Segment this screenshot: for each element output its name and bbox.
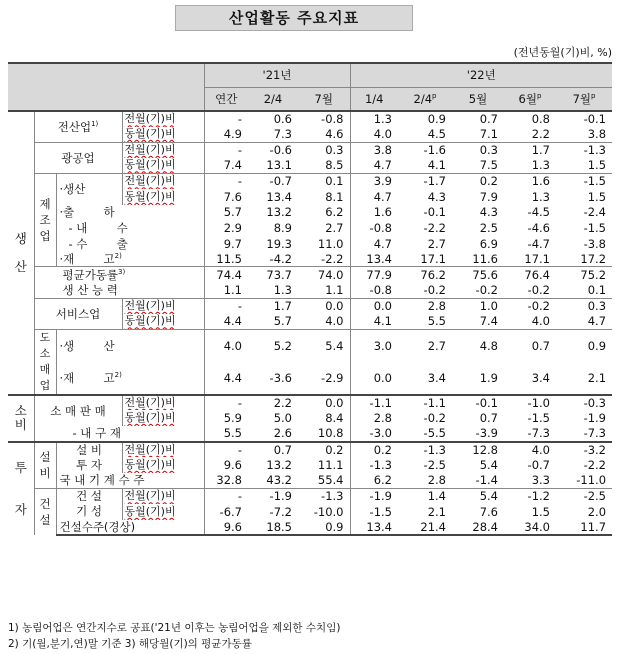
value-cell: 4.9 bbox=[223, 127, 242, 142]
value-cell: 4.0 bbox=[531, 314, 550, 329]
value-cell: 6.2 bbox=[373, 473, 392, 488]
section-manufacturing: 제 조 업 bbox=[34, 173, 56, 267]
value-cell: 2.5 bbox=[479, 220, 498, 235]
value-cell: - bbox=[204, 298, 248, 314]
value-cell: -1.5 bbox=[583, 220, 607, 235]
value-cell: 8.1 bbox=[298, 189, 350, 205]
value-cell: 13.4 bbox=[266, 189, 292, 204]
row-machinery bbox=[8, 473, 612, 489]
header-col: 2/4 bbox=[248, 87, 298, 111]
value-cell: 4.3 bbox=[479, 205, 498, 220]
value-cell: 3.0 bbox=[350, 329, 398, 362]
row-constr-mom bbox=[8, 488, 612, 504]
value-cell: 7.9 bbox=[479, 189, 498, 204]
value-cell: 7.1 bbox=[479, 127, 498, 142]
value-cell: 2.2 bbox=[531, 127, 550, 142]
section-investment: 투 자 bbox=[8, 442, 34, 536]
label-construction-done: 건 설 기 성 bbox=[56, 488, 122, 519]
value-cell: 1.6 bbox=[504, 173, 556, 189]
label-mining: 광공업 bbox=[34, 142, 122, 173]
value-cell: 2.0 bbox=[587, 504, 607, 519]
value-cell: -1.4 bbox=[475, 473, 498, 488]
value-cell: -1.3 bbox=[298, 488, 350, 504]
value-cell: -3.6 bbox=[269, 370, 292, 385]
header-col: 6월$^p$ bbox=[504, 87, 556, 111]
value-cell: 4.5 bbox=[427, 127, 446, 142]
value-cell: 1.4 bbox=[398, 488, 452, 504]
value-cell: -1.2 bbox=[504, 488, 556, 504]
value-cell: 0.3 bbox=[556, 298, 612, 314]
row-retail-mom bbox=[8, 395, 612, 411]
value-cell: -3.9 bbox=[475, 426, 498, 441]
value-cell: 11.6 bbox=[472, 251, 498, 266]
value-cell: -1.3 bbox=[369, 457, 392, 472]
label-ws-production: ·생 산 bbox=[56, 329, 204, 362]
section-facility: 설 비 bbox=[34, 442, 56, 489]
value-cell: 4.7 bbox=[373, 189, 392, 204]
section-wholesale: 도소 매업 bbox=[34, 329, 56, 395]
value-cell: 11.1 bbox=[298, 457, 350, 473]
value-cell: 7.6 bbox=[223, 189, 242, 204]
value-cell: -0.7 bbox=[527, 457, 550, 472]
value-cell: 1.5 bbox=[531, 504, 550, 519]
value-cell: 1.1 bbox=[298, 283, 350, 299]
value-cell: 18.5 bbox=[248, 520, 298, 536]
value-cell: 3.8 bbox=[587, 127, 607, 142]
value-cell: 1.0 bbox=[452, 298, 504, 314]
header-corner bbox=[8, 63, 204, 111]
kind-yoy: 동월(기)비 bbox=[122, 410, 204, 426]
row-ws-inv bbox=[8, 362, 612, 395]
value-cell: 0.1 bbox=[587, 283, 607, 298]
label-facility-investment: 설 비 투 자 bbox=[56, 442, 122, 473]
value-cell: 6.2 bbox=[298, 205, 350, 221]
value-cell: 4.8 bbox=[452, 329, 504, 362]
value-cell: 77.9 bbox=[350, 267, 398, 283]
value-cell: 5.7 bbox=[273, 314, 292, 329]
kind-yoy: 동월(기)비 bbox=[122, 504, 204, 520]
header-row-years bbox=[8, 63, 612, 87]
value-cell: - bbox=[204, 173, 248, 189]
label-utilization: 평균가동률$^{3)}$ bbox=[34, 267, 204, 283]
header-col: 7월$^p$ bbox=[556, 87, 612, 111]
value-cell: -7.3 bbox=[527, 426, 550, 441]
footnote-2: 2) 기(월,분기,연)말 기준 3) 해당월(기)의 평균가동률 bbox=[8, 638, 252, 650]
value-cell: 0.2 bbox=[298, 442, 350, 458]
header-col: 연간 bbox=[204, 87, 248, 111]
row-utilization bbox=[8, 267, 612, 283]
value-cell: 2.7 bbox=[398, 329, 452, 362]
label-durable: - 내 구 재 bbox=[34, 426, 204, 442]
value-cell: -4.6 bbox=[527, 220, 550, 235]
value-cell: 2.8 bbox=[427, 473, 446, 488]
value-cell: 4.6 bbox=[298, 127, 350, 143]
value-cell: 2.2 bbox=[248, 395, 298, 411]
label-retail: 소 매 판 매 bbox=[34, 395, 122, 426]
value-cell: -7.2 bbox=[269, 504, 292, 519]
value-cell: 34.0 bbox=[504, 520, 556, 536]
value-cell: 2.8 bbox=[398, 298, 452, 314]
value-cell: -1.0 bbox=[504, 395, 556, 411]
value-cell: 5.9 bbox=[223, 411, 242, 426]
kind-mom: 전월(기)비 bbox=[122, 442, 204, 458]
value-cell: 0.2 bbox=[452, 173, 504, 189]
header-col: 1/4 bbox=[350, 87, 398, 111]
value-cell: 0.0 bbox=[298, 298, 350, 314]
label-mfg-production: ·생산 bbox=[56, 173, 122, 204]
value-cell: -0.2 bbox=[423, 411, 446, 426]
value-cell: - bbox=[204, 488, 248, 504]
section-construction: 건 설 bbox=[34, 488, 56, 535]
value-cell: -1.6 bbox=[398, 142, 452, 158]
value-cell: -1.5 bbox=[527, 411, 550, 426]
row-prod-mom bbox=[8, 173, 612, 189]
value-cell: -4.7 bbox=[527, 236, 550, 251]
value-cell: 76.2 bbox=[398, 267, 452, 283]
value-cell: 9.6 bbox=[204, 520, 248, 536]
value-cell: -1.5 bbox=[556, 173, 612, 189]
value-cell: 9.7 bbox=[223, 236, 242, 251]
value-cell: -1.9 bbox=[248, 488, 298, 504]
row-all-mom bbox=[8, 111, 612, 127]
value-cell: -2.2 bbox=[583, 457, 607, 472]
value-cell: 21.4 bbox=[398, 520, 452, 536]
value-cell: 1.9 bbox=[479, 370, 498, 385]
value-cell: -4.5 bbox=[527, 205, 550, 220]
value-cell: -6.7 bbox=[219, 504, 242, 519]
value-cell: 43.2 bbox=[266, 473, 292, 488]
value-cell: -1.5 bbox=[369, 504, 392, 519]
value-cell: 55.4 bbox=[298, 473, 350, 489]
value-cell: 5.4 bbox=[298, 329, 350, 362]
value-cell: 4.4 bbox=[223, 314, 242, 329]
value-cell: 9.6 bbox=[223, 457, 242, 472]
value-cell: 4.3 bbox=[427, 189, 446, 204]
row-facility-mom bbox=[8, 442, 612, 458]
value-cell: 8.9 bbox=[273, 220, 292, 235]
value-cell: -3.2 bbox=[556, 442, 612, 458]
value-cell: -2.4 bbox=[583, 205, 607, 220]
value-cell: 0.9 bbox=[398, 111, 452, 127]
label-inventory: ·재 고$^{2)}$ bbox=[56, 251, 204, 267]
value-cell: -5.5 bbox=[423, 426, 446, 441]
value-cell: -4.2 bbox=[269, 251, 292, 266]
value-cell: - bbox=[204, 395, 248, 411]
value-cell: 5.5 bbox=[427, 314, 446, 329]
value-cell: -2.5 bbox=[556, 488, 612, 504]
header-col: 2/4$^p$ bbox=[398, 87, 452, 111]
value-cell: -0.8 bbox=[369, 283, 392, 298]
row-service-mom bbox=[8, 298, 612, 314]
value-cell: 3.9 bbox=[350, 173, 398, 189]
value-cell: -7.3 bbox=[583, 426, 607, 441]
value-cell: 1.7 bbox=[248, 298, 298, 314]
value-cell: 3.4 bbox=[531, 370, 550, 385]
section-consumption: 소 비 bbox=[8, 395, 34, 442]
value-cell: -0.8 bbox=[369, 220, 392, 235]
value-cell: 4.7 bbox=[373, 236, 392, 251]
kind-mom: 전월(기)비 bbox=[122, 395, 204, 411]
indicator-table bbox=[8, 62, 612, 536]
value-cell: 7.5 bbox=[479, 158, 498, 173]
value-cell: 4.7 bbox=[373, 158, 392, 173]
value-cell: -0.3 bbox=[556, 395, 612, 411]
kind-mom: 전월(기)비 bbox=[122, 298, 204, 314]
value-cell: 0.0 bbox=[373, 370, 392, 385]
header-year-21: '21년 bbox=[204, 63, 350, 87]
kind-mom: 전월(기)비 bbox=[122, 142, 204, 158]
value-cell: -2.9 bbox=[298, 362, 350, 395]
value-cell: -0.7 bbox=[248, 173, 298, 189]
value-cell: -1.9 bbox=[350, 488, 398, 504]
value-cell: 0.9 bbox=[298, 520, 350, 536]
value-cell: 0.7 bbox=[479, 411, 498, 426]
value-cell: 13.4 bbox=[366, 251, 392, 266]
value-cell: -0.8 bbox=[298, 111, 350, 127]
label-ws-inventory: ·재 고$^{2)}$ bbox=[56, 362, 204, 395]
value-cell: -3.8 bbox=[583, 236, 607, 251]
value-cell: 0.0 bbox=[298, 395, 350, 411]
value-cell: 0.2 bbox=[350, 442, 398, 458]
value-cell: 4.1 bbox=[373, 314, 392, 329]
value-cell: -1.1 bbox=[398, 395, 452, 411]
value-cell: 4.0 bbox=[373, 127, 392, 142]
value-cell: -1.1 bbox=[350, 395, 398, 411]
value-cell: 2.8 bbox=[373, 411, 392, 426]
value-cell: -0.1 bbox=[556, 111, 612, 127]
value-cell: 0.9 bbox=[556, 329, 612, 362]
value-cell: 1.7 bbox=[504, 142, 556, 158]
value-cell: -0.2 bbox=[527, 283, 550, 298]
value-cell: 1.3 bbox=[273, 283, 292, 298]
value-cell: 5.7 bbox=[223, 205, 242, 220]
value-cell: 10.8 bbox=[298, 426, 350, 442]
value-cell: 4.0 bbox=[504, 442, 556, 458]
label-domestic: - 내 수 bbox=[56, 220, 204, 236]
label-all-industry: 전산업$^{1)}$ bbox=[34, 111, 122, 142]
value-cell: 13.2 bbox=[266, 457, 292, 472]
value-cell: 4.1 bbox=[427, 158, 446, 173]
value-cell: 8.5 bbox=[298, 158, 350, 174]
value-cell: 76.4 bbox=[504, 267, 556, 283]
footnote-1: 1) 농림어업은 연간지수로 공표('21년 이후는 농림어업을 제외한 수치임) bbox=[8, 622, 341, 634]
value-cell: - bbox=[204, 442, 248, 458]
value-cell: -2.2 bbox=[423, 220, 446, 235]
value-cell: -1.3 bbox=[556, 142, 612, 158]
value-cell: 1.3 bbox=[531, 158, 550, 173]
value-cell: 0.3 bbox=[298, 142, 350, 158]
value-cell: 74.4 bbox=[204, 267, 248, 283]
value-cell: 3.3 bbox=[531, 473, 550, 488]
header-year-22: '22년 bbox=[350, 63, 612, 87]
value-cell: 12.8 bbox=[452, 442, 504, 458]
value-cell: 4.0 bbox=[298, 314, 350, 330]
value-cell: -1.9 bbox=[583, 411, 607, 426]
value-cell: 17.1 bbox=[524, 251, 550, 266]
value-cell: 4.0 bbox=[204, 329, 248, 362]
row-constr-orders bbox=[8, 520, 612, 536]
value-cell: -0.2 bbox=[475, 283, 498, 298]
value-cell: 17.2 bbox=[580, 251, 607, 266]
kind-mom: 전월(기)비 bbox=[122, 488, 204, 504]
kind-mom: 전월(기)비 bbox=[122, 173, 204, 189]
value-cell: 2.1 bbox=[427, 504, 446, 519]
row-domestic bbox=[8, 220, 612, 236]
kind-yoy: 동월(기)비 bbox=[122, 158, 204, 174]
value-cell: -0.1 bbox=[423, 205, 446, 220]
header-col: 7월 bbox=[298, 87, 350, 111]
row-mining-mom bbox=[8, 142, 612, 158]
value-cell: -0.2 bbox=[504, 298, 556, 314]
row-shipment bbox=[8, 205, 612, 221]
value-cell: 5.2 bbox=[248, 329, 298, 362]
value-cell: 1.5 bbox=[587, 189, 607, 204]
label-construction-orders: 건설수주(경상) bbox=[56, 520, 204, 536]
value-cell: 2.9 bbox=[223, 220, 242, 235]
value-cell: 4.7 bbox=[587, 314, 607, 329]
value-cell: 1.6 bbox=[373, 205, 392, 220]
label-export: - 수 출 bbox=[56, 236, 204, 252]
value-cell: 2.1 bbox=[587, 370, 607, 385]
value-cell: 11.5 bbox=[216, 251, 242, 266]
page-title: 산업활동 주요지표 bbox=[175, 5, 413, 31]
value-cell: 2.7 bbox=[298, 220, 350, 236]
value-cell: 74.0 bbox=[298, 267, 350, 283]
label-machinery: 국 내 기 계 수 주 bbox=[56, 473, 204, 489]
label-capacity: 생 산 능 력 bbox=[34, 283, 204, 299]
value-cell: 75.6 bbox=[452, 267, 504, 283]
value-cell: 13.1 bbox=[266, 158, 292, 173]
value-cell: 7.3 bbox=[273, 127, 292, 142]
row-capacity bbox=[8, 283, 612, 299]
header-col: 5월 bbox=[452, 87, 504, 111]
value-cell: 0.1 bbox=[298, 173, 350, 189]
value-cell: 28.4 bbox=[452, 520, 504, 536]
value-cell: 0.7 bbox=[504, 329, 556, 362]
value-cell: -0.2 bbox=[423, 283, 446, 298]
value-cell: - bbox=[204, 111, 248, 127]
kind-mom: 전월(기)비 bbox=[122, 111, 204, 127]
value-cell: 1.5 bbox=[587, 158, 607, 173]
value-cell: - bbox=[204, 142, 248, 158]
kind-yoy: 동월(기)비 bbox=[122, 314, 204, 330]
value-cell: -1.3 bbox=[398, 442, 452, 458]
value-cell: 7.4 bbox=[223, 158, 242, 173]
value-cell: 0.6 bbox=[248, 111, 298, 127]
unit-label: (전년동월(기)비, %) bbox=[513, 46, 612, 59]
value-cell: -3.0 bbox=[369, 426, 392, 441]
kind-yoy: 동월(기)비 bbox=[122, 127, 204, 143]
value-cell: 19.3 bbox=[266, 236, 292, 251]
value-cell: 8.4 bbox=[298, 410, 350, 426]
value-cell: 0.8 bbox=[504, 111, 556, 127]
value-cell: 4.4 bbox=[223, 370, 242, 385]
value-cell: 5.4 bbox=[452, 488, 504, 504]
value-cell: -0.6 bbox=[248, 142, 298, 158]
value-cell: 13.2 bbox=[266, 205, 292, 220]
value-cell: -11.0 bbox=[576, 473, 607, 488]
value-cell: 13.4 bbox=[350, 520, 398, 536]
value-cell: 1.1 bbox=[223, 283, 242, 298]
value-cell: 6.9 bbox=[479, 236, 498, 251]
value-cell: 0.0 bbox=[350, 298, 398, 314]
value-cell: 11.7 bbox=[556, 520, 612, 536]
value-cell: -0.1 bbox=[452, 395, 504, 411]
value-cell: 5.4 bbox=[479, 457, 498, 472]
section-production: 생 산 bbox=[8, 111, 34, 395]
value-cell: 0.7 bbox=[248, 442, 298, 458]
value-cell: 1.3 bbox=[531, 189, 550, 204]
row-inventory bbox=[8, 251, 612, 267]
label-shipment: ·출 하 bbox=[56, 205, 204, 221]
value-cell: 0.7 bbox=[452, 111, 504, 127]
row-durable bbox=[8, 426, 612, 442]
value-cell: 11.0 bbox=[298, 236, 350, 252]
value-cell: 17.1 bbox=[420, 251, 446, 266]
value-cell: -2.2 bbox=[298, 251, 350, 267]
value-cell: 5.5 bbox=[223, 426, 242, 441]
kind-yoy: 동월(기)비 bbox=[122, 457, 204, 473]
row-export bbox=[8, 236, 612, 252]
label-service: 서비스업 bbox=[34, 298, 122, 329]
value-cell: 3.4 bbox=[427, 370, 446, 385]
value-cell: -2.5 bbox=[423, 457, 446, 472]
value-cell: 1.3 bbox=[350, 111, 398, 127]
value-cell: 7.4 bbox=[479, 314, 498, 329]
value-cell: 5.0 bbox=[273, 411, 292, 426]
value-cell: 2.6 bbox=[273, 426, 292, 441]
value-cell: -1.7 bbox=[398, 173, 452, 189]
value-cell: 7.6 bbox=[479, 504, 498, 519]
value-cell: 2.7 bbox=[427, 236, 446, 251]
value-cell: 75.2 bbox=[556, 267, 612, 283]
value-cell: 32.8 bbox=[216, 473, 242, 488]
row-ws-prod bbox=[8, 329, 612, 362]
value-cell: 0.3 bbox=[452, 142, 504, 158]
value-cell: 3.8 bbox=[350, 142, 398, 158]
kind-yoy: 동월(기)비 bbox=[122, 189, 204, 205]
value-cell: -10.0 bbox=[298, 504, 350, 520]
value-cell: 73.7 bbox=[248, 267, 298, 283]
